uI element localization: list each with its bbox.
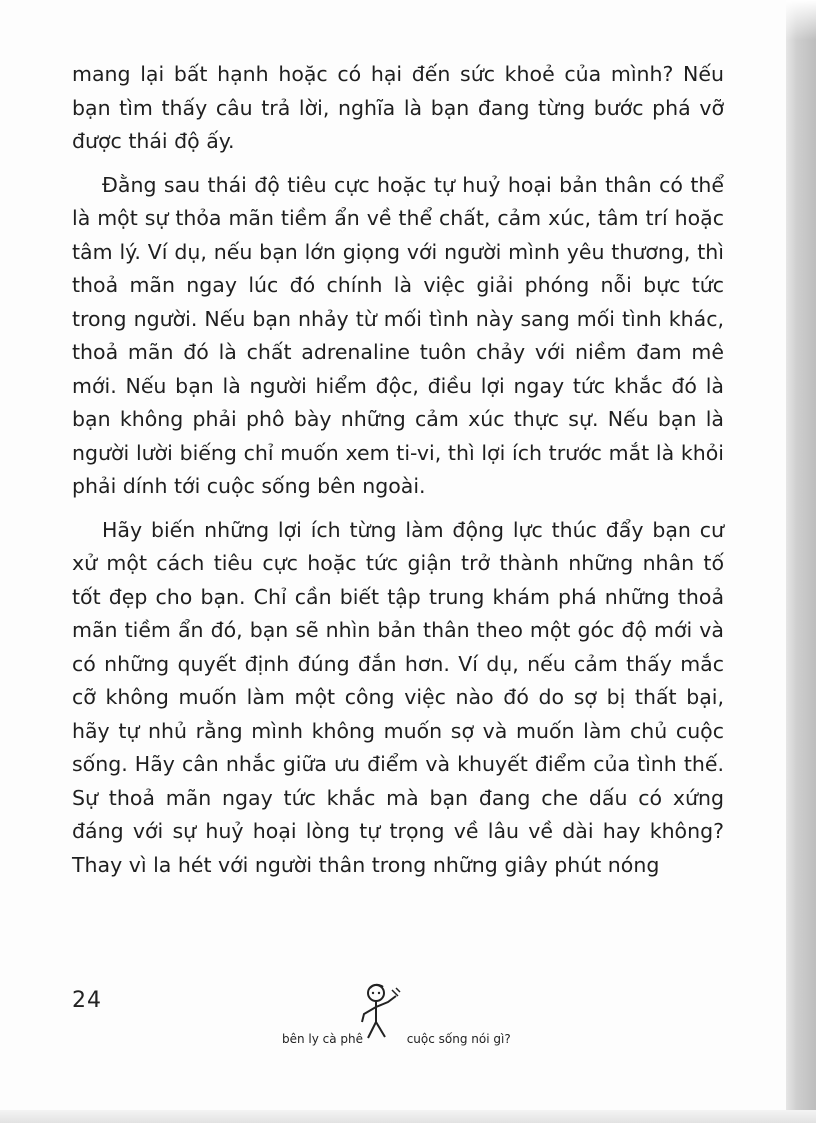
running-head-left: bên ly cà phê: [282, 1032, 364, 1046]
running-head: [282, 1032, 511, 1046]
body-text: [72, 58, 724, 892]
paragraph-1: mang lại bất hạnh hoặc có hại đến sức khoẻ của mình? Nếu bạn tìm thấy câu trả lời, nghĩa là bạn đang từng bước phá vỡ được thái độ ấy.: [72, 62, 724, 153]
page-number: 24: [72, 988, 102, 1013]
page-edge-highlight: [786, 0, 816, 40]
page-edge-shadow: [786, 0, 816, 1110]
paragraph-3: Hãy biến những lợi ích từng làm động lực thúc đẩy bạn cư xử một cách tiêu cực hoặc tức giận trở thành những nhân tố tốt đẹp cho bạn. Chỉ cần biết tập trung khám phá những thoả mãn tiềm ẩn đó, bạn sẽ nhìn bản thân theo một góc độ mới và có những quyết định đúng đắn hơn. Ví dụ, nếu cảm thấy mắc cỡ không muốn làm một công việc nào đó do sợ bị thất bại, hãy tự nhủ rằng mình không muốn sợ và muốn làm chủ cuộc sống. Hãy cân nhắc giữa ưu điểm và khuyết điểm của tình thế. Sự thoả mãn ngay tức khắc mà bạn đang che dấu có xứng đáng với sự huỷ hoại lòng tự trọng về lâu về dài hay không? Thay vì la hét với người thân trong những giây phút nóng: [72, 517, 724, 877]
running-head-right: cuộc sống nói gì?: [406, 1032, 511, 1046]
page-bottom-edge: [0, 1110, 816, 1123]
paragraph-2: Đằng sau thái độ tiêu cực hoặc tự huỷ hoại bản thân có thể là một sự thỏa mãn tiềm ẩn về thể chất, cảm xúc, tâm trí hoặc tâm lý. Ví dụ, nếu bạn lớn giọng với người mình yêu thương, thì thoả mãn ngay lúc đó chính là việc giải phóng nỗi bực tức trong người. Nếu bạn nhảy từ mối tình này sang mối tình khác, thoả mãn đó là chất adrenaline tuôn chảy với niềm đam mê mới. Nếu bạn là người hiểm độc, điều lợi ngay tức khắc đó là bạn không phải phô bày những cảm xúc thực sự. Nếu bạn là người lười biếng chỉ muốn xem ti-vi, thì lợi ích trước mắt là khỏi phải dính tới cuộc sống bên ngoài.: [72, 172, 724, 498]
